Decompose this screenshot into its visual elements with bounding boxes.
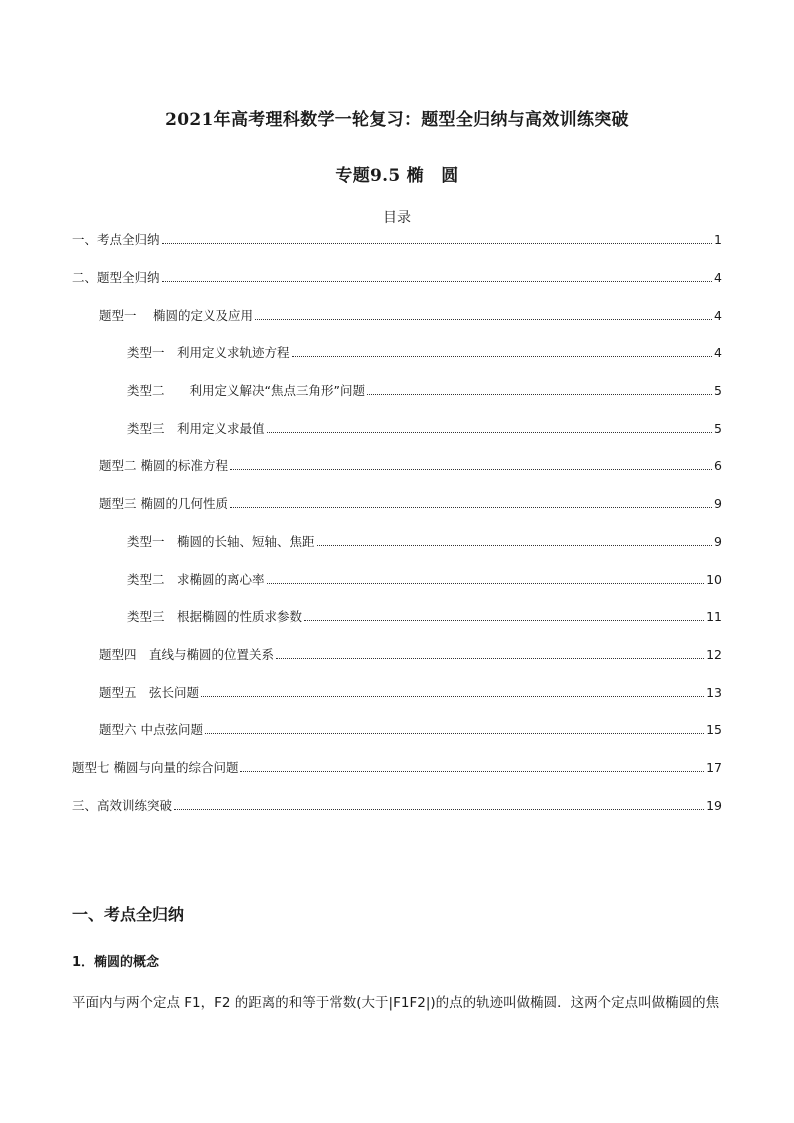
toc-entry[interactable] <box>127 420 722 438</box>
toc-entry-page: 11 <box>706 609 722 624</box>
toc-entry-label: 题型六 中点弦问题 <box>99 722 203 737</box>
toc-entry[interactable] <box>72 231 722 249</box>
body-paragraph: 平面内与两个定点 F1，F2 的距离的和等于常数(大于|F1F2|)的点的轨迹叫做椭圆．这两个定点叫做椭圆的焦 <box>72 995 720 1011</box>
toc-entry-page: 6 <box>714 458 722 473</box>
dot-leader <box>317 545 712 546</box>
document-subtitle: 专题9.5 椭 圆 <box>335 166 459 186</box>
toc-entry-label: 题型三 椭圆的几何性质 <box>99 496 228 511</box>
dot-leader <box>240 771 704 772</box>
toc-entry-page: 5 <box>714 383 722 398</box>
toc-entry-page: 10 <box>706 572 722 587</box>
dot-leader <box>304 620 704 621</box>
toc-entry-page: 4 <box>714 308 722 323</box>
document-title: 2021年高考理科数学一轮复习：题型全归纳与高效训练突破 <box>165 110 629 130</box>
toc-entry-page: 19 <box>706 798 722 813</box>
toc-entry[interactable] <box>99 307 722 325</box>
toc-entry-label: 类型一 利用定义求轨迹方程 <box>127 345 290 360</box>
toc-entry[interactable] <box>127 533 722 551</box>
dot-leader <box>292 356 712 357</box>
toc-entry-label: 类型二 求椭圆的离心率 <box>127 572 265 587</box>
toc-entry-page: 9 <box>714 534 722 549</box>
dot-leader <box>162 243 712 244</box>
toc-entry-label: 类型二 利用定义解决“焦点三角形”问题 <box>127 383 365 398</box>
toc-entry[interactable] <box>127 571 722 589</box>
toc-entry-page: 13 <box>706 685 722 700</box>
dot-leader <box>230 469 712 470</box>
toc-entry[interactable] <box>99 721 722 739</box>
section-heading: 一、考点全归纳 <box>72 905 185 924</box>
toc-entry[interactable] <box>99 457 722 475</box>
toc-entry-page: 17 <box>706 760 722 775</box>
toc-entry-label: 题型七 椭圆与向量的综合问题 <box>72 760 239 775</box>
toc-entry-label: 类型一 椭圆的长轴、短轴、焦距 <box>127 534 315 549</box>
dot-leader <box>267 432 712 433</box>
toc-entry-label: 类型三 根据椭圆的性质求参数 <box>127 609 303 624</box>
toc-entry-label: 题型四 直线与椭圆的位置关系 <box>99 647 275 662</box>
subsection-heading: 1．椭圆的概念 <box>72 955 160 970</box>
toc-entry[interactable] <box>99 684 722 702</box>
toc-entry[interactable] <box>72 269 722 287</box>
dot-leader <box>205 733 704 734</box>
toc-entry[interactable] <box>99 646 722 664</box>
toc-entry-label: 题型一 椭圆的定义及应用 <box>99 308 253 323</box>
dot-leader <box>367 394 712 395</box>
toc-entry-page: 5 <box>714 421 722 436</box>
toc-entry[interactable] <box>127 382 722 400</box>
toc-entry-page: 4 <box>714 345 722 360</box>
dot-leader <box>267 583 705 584</box>
toc-entry[interactable] <box>99 495 722 513</box>
toc-entry-label: 题型二 椭圆的标准方程 <box>99 458 228 473</box>
toc-heading: 目录 <box>383 210 411 226</box>
toc-entry-page: 12 <box>706 647 722 662</box>
dot-leader <box>230 507 712 508</box>
toc-entry-label: 一、考点全归纳 <box>72 232 160 247</box>
toc-entry[interactable] <box>127 344 722 362</box>
toc-entry-page: 9 <box>714 496 722 511</box>
toc-entry-label: 题型五 弦长问题 <box>99 685 200 700</box>
toc-entry-label: 二、题型全归纳 <box>72 270 160 285</box>
dot-leader <box>255 319 712 320</box>
toc-entry-page: 15 <box>706 722 722 737</box>
toc-entry[interactable] <box>72 759 722 777</box>
dot-leader <box>201 696 704 697</box>
toc-entry[interactable] <box>127 608 722 626</box>
toc-entry[interactable] <box>72 797 722 815</box>
dot-leader <box>276 658 704 659</box>
dot-leader <box>162 281 712 282</box>
toc-entry-label: 三、高效训练突破 <box>72 798 173 813</box>
toc-entry-label: 类型三 利用定义求最值 <box>127 421 265 436</box>
toc-entry-page: 4 <box>714 270 722 285</box>
toc-entry-page: 1 <box>714 232 722 247</box>
dot-leader <box>174 809 704 810</box>
